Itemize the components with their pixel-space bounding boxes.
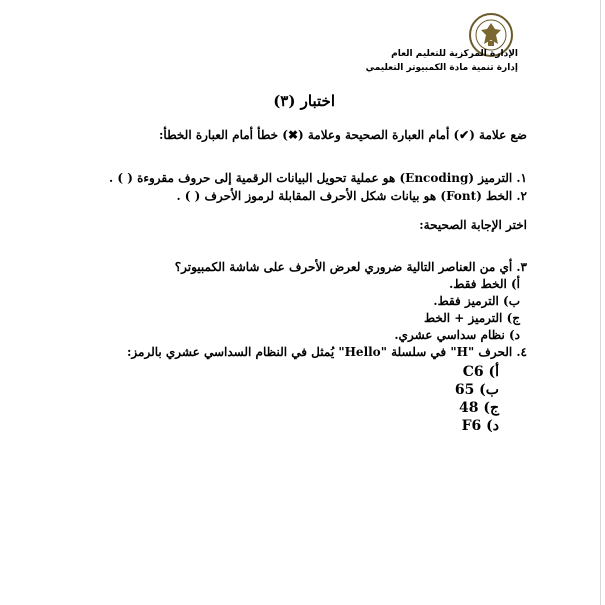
q3-option-c: ج) الترميز + الخط bbox=[423, 311, 520, 325]
q4-option-d: د) F6 bbox=[461, 418, 499, 434]
statement-2: ٢. الخط (Font) هو بيانات شكل الأحرف المقابلة لرموز الأحرف ( ) . bbox=[176, 189, 527, 203]
statement-1: ١. الترميز (Encoding) هو عملية تحويل البيانات الرقمية إلى حروف مقروءة ( ) . bbox=[109, 171, 527, 185]
q4-option-a: أ) C6 bbox=[462, 364, 499, 380]
question-4: ٤. الحرف "H" في سلسلة "Hello" يُمثل في النظام السداسي عشري بالرمز: bbox=[126, 345, 527, 359]
page-right-border bbox=[600, 0, 601, 605]
q3-option-a: أ) الخط فقط. bbox=[449, 277, 520, 291]
section2-instruction: اختر الإجابة الصحيحة: bbox=[419, 218, 527, 232]
header-line-1: الإدارة المركزية للتعليم العام bbox=[391, 49, 518, 59]
q3-option-b: ب) الترميز فقط. bbox=[433, 294, 520, 308]
question-3: ٣. أي من العناصر التالية ضروري لعرض الأحرف على شاشة الكمبيوتر؟ bbox=[174, 260, 527, 274]
q3-option-d: د) نظام سداسي عشري. bbox=[394, 328, 520, 342]
q4-option-b: ب) 65 bbox=[454, 382, 499, 398]
header-line-2: إدارة تنمية مادة الكمبيوتر التعليمي bbox=[365, 63, 518, 73]
section1-instruction: ضع علامة (✔) أمام العبارة الصحيحة وعلامة (✖) خطأ أمام العبارة الخطأ: bbox=[158, 128, 527, 142]
page-title: اختبار (٣) bbox=[273, 92, 335, 110]
q4-option-c: ج) 48 bbox=[458, 400, 499, 416]
